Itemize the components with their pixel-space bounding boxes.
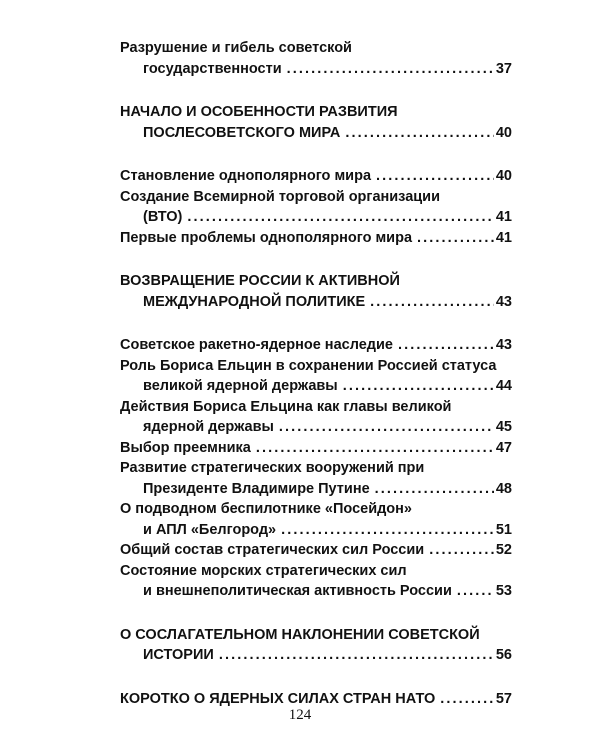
- toc-page-number: 41: [495, 229, 512, 246]
- table-of-contents: [120, 38, 512, 709]
- toc-entry-line: [120, 187, 512, 208]
- toc-entry[interactable]: [120, 625, 512, 666]
- toc-entry-title: Президенте Владимире Путине: [143, 480, 370, 497]
- dot-leader: [187, 207, 494, 228]
- toc-entry-line: [120, 356, 512, 377]
- section-gap: [120, 666, 512, 689]
- dot-leader: [440, 689, 494, 710]
- toc-entry-title: Выбор преемника: [120, 439, 251, 456]
- dot-leader: [219, 645, 494, 666]
- toc-page-number: 44: [495, 378, 512, 394]
- toc-entry-title: ИСТОРИИ: [143, 647, 214, 663]
- dot-leader: [279, 417, 494, 438]
- toc-entry-title: Первые проблемы однополярного мира: [120, 229, 413, 246]
- toc-entry-line: [120, 479, 512, 500]
- toc-page-number: 40: [495, 124, 512, 141]
- toc-entry-title: О СОСЛАГАТЕЛЬНОМ НАКЛОНЕНИИ СОВЕТСКОЙ: [120, 626, 480, 643]
- toc-entry-line: [120, 645, 512, 666]
- toc-entry-title: ядерной державы: [143, 419, 274, 435]
- dot-leader: [287, 59, 494, 80]
- toc-page-number: 52: [495, 542, 512, 558]
- dot-leader: [457, 581, 494, 602]
- toc-entry-line: [120, 438, 512, 459]
- toc-page-number: 57: [495, 690, 512, 707]
- toc-entry[interactable]: [120, 102, 512, 143]
- toc-entry-line: [120, 271, 512, 292]
- section-gap: [120, 312, 512, 335]
- toc-entry[interactable]: [120, 499, 512, 540]
- toc-entry-title: Роль Бориса Ельцин в сохранении Россией статуса: [120, 357, 497, 374]
- toc-entry-line: [120, 520, 512, 541]
- toc-entry[interactable]: [120, 335, 512, 356]
- toc-entry-line: [120, 292, 512, 313]
- toc-entry-title: Общий состав стратегических сил России: [120, 542, 425, 558]
- toc-entry-title: Развитие стратегических вооружений при: [120, 460, 425, 476]
- toc-entry-line: [120, 625, 512, 646]
- toc-entry[interactable]: [120, 166, 512, 187]
- toc-entry-line: [120, 59, 512, 80]
- toc-entry-line: [120, 38, 512, 59]
- toc-entry-title: и внешнеполитическая активность России: [143, 583, 452, 599]
- toc-entry-title: государственности: [143, 60, 282, 77]
- toc-page-number: 56: [495, 647, 512, 663]
- section-gap: [120, 79, 512, 102]
- section-gap: [120, 143, 512, 166]
- toc-entry[interactable]: [120, 561, 512, 602]
- toc-entry[interactable]: [120, 397, 512, 438]
- toc-entry-title: ПОСЛЕСОВЕТСКОГО МИРА: [143, 124, 341, 141]
- page-number: 124: [288, 707, 312, 723]
- toc-entry-line: [120, 499, 512, 520]
- toc-entry-line: [120, 540, 512, 561]
- toc-entry-line: [120, 689, 512, 710]
- dot-leader: [370, 292, 494, 313]
- toc-entry-line: [120, 561, 512, 582]
- toc-page-number: 37: [495, 60, 512, 77]
- dot-leader: [345, 123, 494, 144]
- toc-page-number: 48: [495, 480, 512, 497]
- toc-page-number: 43: [495, 293, 512, 310]
- toc-entry[interactable]: [120, 38, 512, 79]
- toc-entry-line: [120, 417, 512, 438]
- section-gap: [120, 602, 512, 625]
- toc-page-number: 47: [495, 439, 512, 456]
- dot-leader: [375, 479, 494, 500]
- toc-entry-line: [120, 335, 512, 356]
- toc-entry-title: Действия Бориса Ельцина как главы великой: [120, 398, 452, 415]
- toc-entry-title: ВОЗВРАЩЕНИЕ РОССИИ К АКТИВНОЙ: [120, 273, 400, 289]
- toc-entry-line: [120, 166, 512, 187]
- dot-leader: [429, 540, 494, 561]
- toc-entry[interactable]: [120, 356, 512, 397]
- dot-leader: [281, 520, 494, 541]
- dot-leader: [398, 335, 494, 356]
- toc-page-number: 40: [495, 168, 512, 184]
- toc-entry[interactable]: [120, 271, 512, 312]
- toc-page-number: 43: [495, 337, 512, 353]
- toc-entry-line: [120, 228, 512, 249]
- toc-entry[interactable]: [120, 438, 512, 459]
- toc-entry-line: [120, 207, 512, 228]
- toc-entry-title: О подводном беспилотнике «Посейдон»: [120, 501, 412, 517]
- dot-leader: [343, 376, 494, 397]
- dot-leader: [256, 438, 494, 459]
- toc-entry-line: [120, 102, 512, 123]
- toc-entry-line: [120, 581, 512, 602]
- toc-page-number: 41: [495, 209, 512, 225]
- toc-page-number: 51: [495, 521, 512, 538]
- toc-entry-line: [120, 123, 512, 144]
- toc-entry-title: Создание Всемирной торговой организации: [120, 188, 441, 205]
- toc-page-number: 45: [495, 419, 512, 435]
- toc-entry[interactable]: [120, 187, 512, 228]
- toc-entry-title: Состояние морских стратегических сил: [120, 562, 407, 579]
- toc-entry[interactable]: [120, 540, 512, 561]
- toc-entry-title: КОРОТКО О ЯДЕРНЫХ СИЛАХ СТРАН НАТО: [120, 690, 436, 707]
- toc-entry[interactable]: [120, 689, 512, 710]
- toc-entry-title: Становление однополярного мира: [120, 168, 372, 184]
- toc-entry-title: великой ядерной державы: [143, 378, 338, 394]
- toc-entry-title: МЕЖДУНАРОДНОЙ ПОЛИТИКЕ: [143, 293, 366, 310]
- toc-entry-title: Разрушение и гибель советской: [120, 40, 352, 56]
- toc-entry-line: [120, 458, 512, 479]
- toc-entry-title: НАЧАЛО И ОСОБЕННОСТИ РАЗВИТИЯ: [120, 104, 398, 120]
- dot-leader: [417, 228, 494, 249]
- toc-page-number: 53: [495, 583, 512, 599]
- toc-entry-title: и АПЛ «Белгород»: [143, 521, 277, 538]
- dot-leader: [376, 166, 494, 187]
- toc-entry-title: Советское ракетно-ядерное наследие: [120, 337, 393, 353]
- toc-entry[interactable]: [120, 458, 512, 499]
- toc-entry-line: [120, 376, 512, 397]
- section-gap: [120, 248, 512, 271]
- toc-entry-title: (ВТО): [143, 209, 183, 225]
- toc-entry[interactable]: [120, 228, 512, 249]
- toc-entry-line: [120, 397, 512, 418]
